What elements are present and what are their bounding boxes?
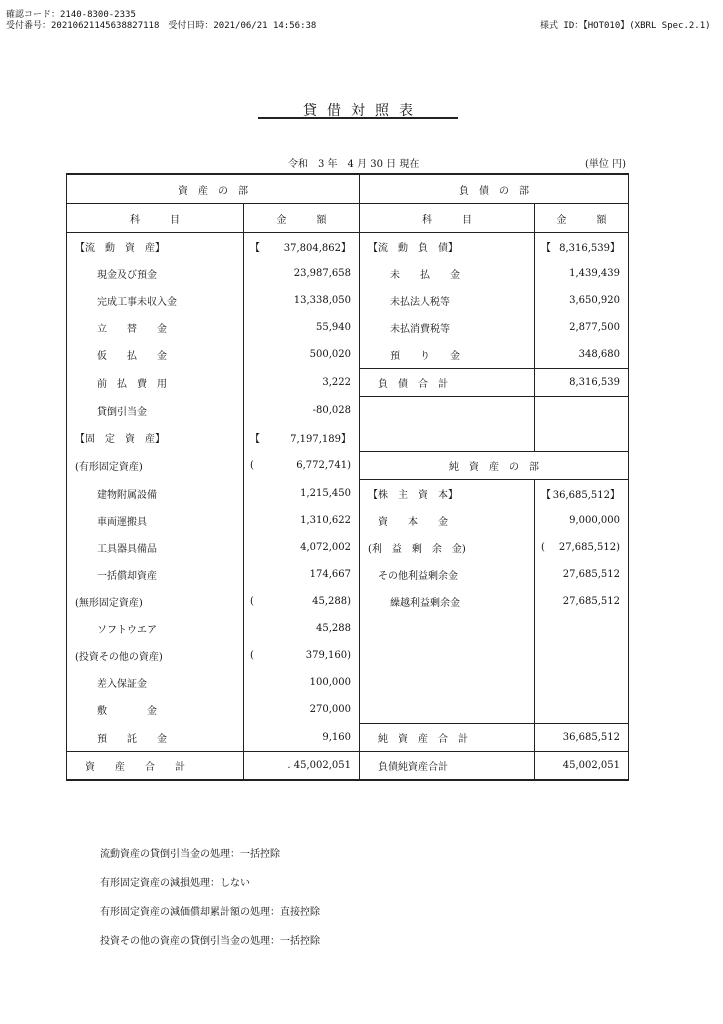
asset-item-label: (投資その他の資産) [67, 642, 244, 669]
liability-item-label: その他利益剰余金 [360, 561, 535, 588]
asset-item-amount [244, 424, 360, 452]
liability-item-label: 純 資 産 の 部 [360, 452, 629, 480]
asset-item-label: 【流 動 資 産】 [67, 233, 244, 261]
asset-item-amount [244, 397, 360, 425]
asset-item-amount [244, 669, 360, 696]
liability-amount-value: 9,000,000 [569, 515, 620, 526]
liability-amount-value: 348,680 [578, 349, 620, 360]
asset-item-amount [244, 696, 360, 724]
asset-item-label: 完成工事未収入金 [67, 287, 244, 314]
confirm-code: 確認コード：2140-8300-2335 [6, 10, 136, 20]
asset-amount-value: 45,288) [312, 596, 351, 607]
table-row [67, 369, 629, 397]
asset-amount-value: 6,772,741) [296, 460, 351, 471]
bracket-mark: ( [250, 650, 254, 661]
liability-item-amount [535, 588, 629, 615]
asset-item-label: 工具器具備品 [67, 534, 244, 561]
asset-amount-value: 4,072,002 [300, 542, 351, 553]
liability-amount-value: 27,685,512 [562, 569, 620, 580]
asset-amount-value: 7,197,189】 [290, 434, 351, 446]
asset-amount-value: 45,288 [316, 623, 351, 634]
liability-item-amount [535, 724, 629, 752]
liability-item-amount [535, 260, 629, 287]
liab-equity-total-amount: 45,002,051 [535, 752, 629, 781]
liab-equity-total-label: 負債純資産合計 [360, 752, 535, 781]
asset-item-label: 預 託 金 [67, 724, 244, 752]
notes-section [100, 840, 320, 956]
liability-item-label: 【株 主 資 本】 [360, 480, 535, 508]
title-underline [258, 117, 458, 119]
liabilities-section-header: 負 債 の 部 [360, 174, 629, 204]
table-row [67, 615, 629, 642]
liability-item-amount [535, 287, 629, 314]
asset-amount-value: 379,160) [305, 650, 351, 661]
asset-item-label: 敷 金 [67, 696, 244, 724]
liability-item-label: 負 債 合 計 [360, 369, 535, 397]
column-header-row [67, 204, 629, 233]
table-row [67, 696, 629, 724]
asset-item-amount [244, 287, 360, 314]
table-row [67, 260, 629, 287]
table-row [67, 452, 629, 480]
liability-item-label: 未払法人税等 [360, 287, 535, 314]
note-item: 有形固定資産の減価償却累計額の処理：直接控除 [100, 907, 320, 918]
asset-item-label: 前 払 費 用 [67, 369, 244, 397]
bracket-mark: 【 [250, 434, 260, 446]
asset-item-amount [244, 260, 360, 287]
asset-item-amount [244, 642, 360, 669]
asset-item-amount [244, 369, 360, 397]
document-title: 貸借対照表 [303, 103, 423, 119]
liability-item-amount [535, 507, 629, 534]
liability-item-label [360, 642, 535, 669]
asset-item-amount [244, 233, 360, 261]
liability-amount-value: 3,650,920 [569, 295, 620, 306]
date-line: 令和 3 年 4 月 30 日 現在 [288, 159, 420, 170]
asset-item-amount [244, 534, 360, 561]
asset-item-label: 一括償却資産 [67, 561, 244, 588]
liability-amount-value: 36,685,512 [562, 732, 620, 743]
table-row [67, 669, 629, 696]
liability-amount-value: 27,685,512) [558, 542, 620, 553]
assets-item-column-header: 科 目 [67, 204, 244, 233]
form-id: 様式 ID：【HOT010】(XBRL Spec.2.1) [540, 21, 711, 31]
balance-sheet-table [66, 173, 629, 781]
liability-amount-value: 27,685,512 [562, 596, 620, 607]
liabilities-amount-column-header: 金 額 [535, 204, 629, 233]
asset-amount-value: 174,667 [309, 569, 351, 580]
liability-item-label: 未 払 金 [360, 260, 535, 287]
asset-amount-value: 3,222 [322, 377, 351, 388]
asset-item-label: 貸倒引当金 [67, 397, 244, 425]
asset-item-amount [244, 314, 360, 341]
liability-item-amount [535, 341, 629, 369]
liability-item-amount [535, 233, 629, 261]
table-row [67, 314, 629, 341]
table-row [67, 561, 629, 588]
asset-item-label: (有形固定資産) [67, 452, 244, 480]
bracket-mark: ( [250, 460, 254, 471]
asset-item-amount [244, 452, 360, 480]
liability-amount-value: 2,877,500 [569, 322, 620, 333]
asset-amount-value: -80,028 [312, 404, 351, 416]
liability-item-label [360, 424, 535, 452]
asset-item-label: 現金及び預金 [67, 260, 244, 287]
liability-item-label [360, 397, 535, 425]
liability-item-label [360, 696, 535, 724]
bracket-mark: 【 [541, 243, 551, 254]
liability-amount-value: 8,316,539 [569, 377, 620, 388]
liabilities-item-column-header: 科 目 [360, 204, 535, 233]
asset-amount-value: 1,310,622 [300, 515, 351, 526]
asset-item-label: 車両運搬具 [67, 507, 244, 534]
asset-item-amount [244, 341, 360, 369]
liability-item-amount [535, 397, 629, 425]
liability-item-label: 未払消費税等 [360, 314, 535, 341]
asset-item-label: (無形固定資産) [67, 588, 244, 615]
asset-item-label: ソフトウエア [67, 615, 244, 642]
liability-item-amount [535, 696, 629, 724]
asset-item-label: 建物附属設備 [67, 480, 244, 508]
table-row [67, 724, 629, 752]
asset-amount-value: 23,987,658 [293, 268, 351, 279]
asset-amount-value: 9,160 [322, 731, 351, 743]
liability-item-amount [535, 642, 629, 669]
note-item: 投資その他の資産の貸倒引当金の処理：一括控除 [100, 936, 320, 947]
table-row [67, 233, 629, 261]
bracket-mark: 【 [541, 490, 551, 501]
receipt-info: 受付番号：20210621145638827118 受付日時：2021/06/21 14:56:38 [6, 21, 317, 31]
liability-item-amount [535, 314, 629, 341]
liability-amount-value: 8,316,539】 [559, 243, 620, 254]
bracket-mark: ( [541, 542, 545, 553]
asset-amount-value: 37,804,862】 [283, 243, 351, 254]
liability-item-amount [535, 369, 629, 397]
asset-item-label: 立 替 金 [67, 314, 244, 341]
asset-item-amount [244, 615, 360, 642]
liability-item-label: (利 益 剰 余 金) [360, 534, 535, 561]
asset-amount-value: 13,338,050 [293, 295, 351, 306]
asset-item-amount [244, 561, 360, 588]
table-row [67, 480, 629, 508]
totals-row [67, 752, 629, 781]
assets-amount-column-header: 金 額 [244, 204, 360, 233]
assets-total-amount: . 45,002,051 [244, 752, 360, 781]
table-row [67, 397, 629, 425]
table-row [67, 642, 629, 669]
section-header-row [67, 174, 629, 204]
asset-amount-value: 55,940 [316, 322, 351, 333]
asset-item-amount [244, 588, 360, 615]
asset-item-amount [244, 507, 360, 534]
liability-item-label: 資 本 金 [360, 507, 535, 534]
asset-amount-value: 500,020 [309, 349, 351, 361]
table-row [67, 424, 629, 452]
liability-item-label: 預 り 金 [360, 341, 535, 369]
asset-amount-value: 270,000 [309, 704, 351, 716]
table-row [67, 534, 629, 561]
liability-item-amount [535, 424, 629, 452]
liability-item-amount [535, 615, 629, 642]
bracket-mark: 【 [250, 243, 260, 254]
unit-label: (単位 円) [585, 159, 626, 170]
liability-item-amount [535, 534, 629, 561]
asset-amount-value: 100,000 [309, 677, 351, 688]
liability-amount-value: 36,685,512】 [552, 490, 620, 501]
bracket-mark: ( [250, 596, 254, 607]
liability-item-label [360, 615, 535, 642]
liability-item-amount [535, 480, 629, 508]
liability-item-label [360, 669, 535, 696]
asset-amount-value: 1,215,450 [300, 487, 351, 499]
table-row [67, 287, 629, 314]
asset-item-amount [244, 724, 360, 752]
note-item: 有形固定資産の減損処理：しない [100, 878, 250, 889]
table-row [67, 507, 629, 534]
liability-item-amount [535, 561, 629, 588]
asset-item-label: 仮 払 金 [67, 341, 244, 369]
liability-item-label: 【流 動 負 債】 [360, 233, 535, 261]
liability-item-label: 繰越利益剰余金 [360, 588, 535, 615]
liability-item-label: 純 資 産 合 計 [360, 724, 535, 752]
note-item: 流動資産の貸倒引当金の処理：一括控除 [100, 849, 280, 860]
table-row [67, 588, 629, 615]
liability-item-amount [535, 669, 629, 696]
asset-item-label: 差入保証金 [67, 669, 244, 696]
table-row [67, 341, 629, 369]
assets-section-header: 資 産 の 部 [67, 174, 360, 204]
assets-total-label: 資 産 合 計 [67, 752, 244, 781]
asset-item-label: 【固 定 資 産】 [67, 424, 244, 452]
asset-item-amount [244, 480, 360, 508]
liability-amount-value: 1,439,439 [569, 268, 620, 279]
